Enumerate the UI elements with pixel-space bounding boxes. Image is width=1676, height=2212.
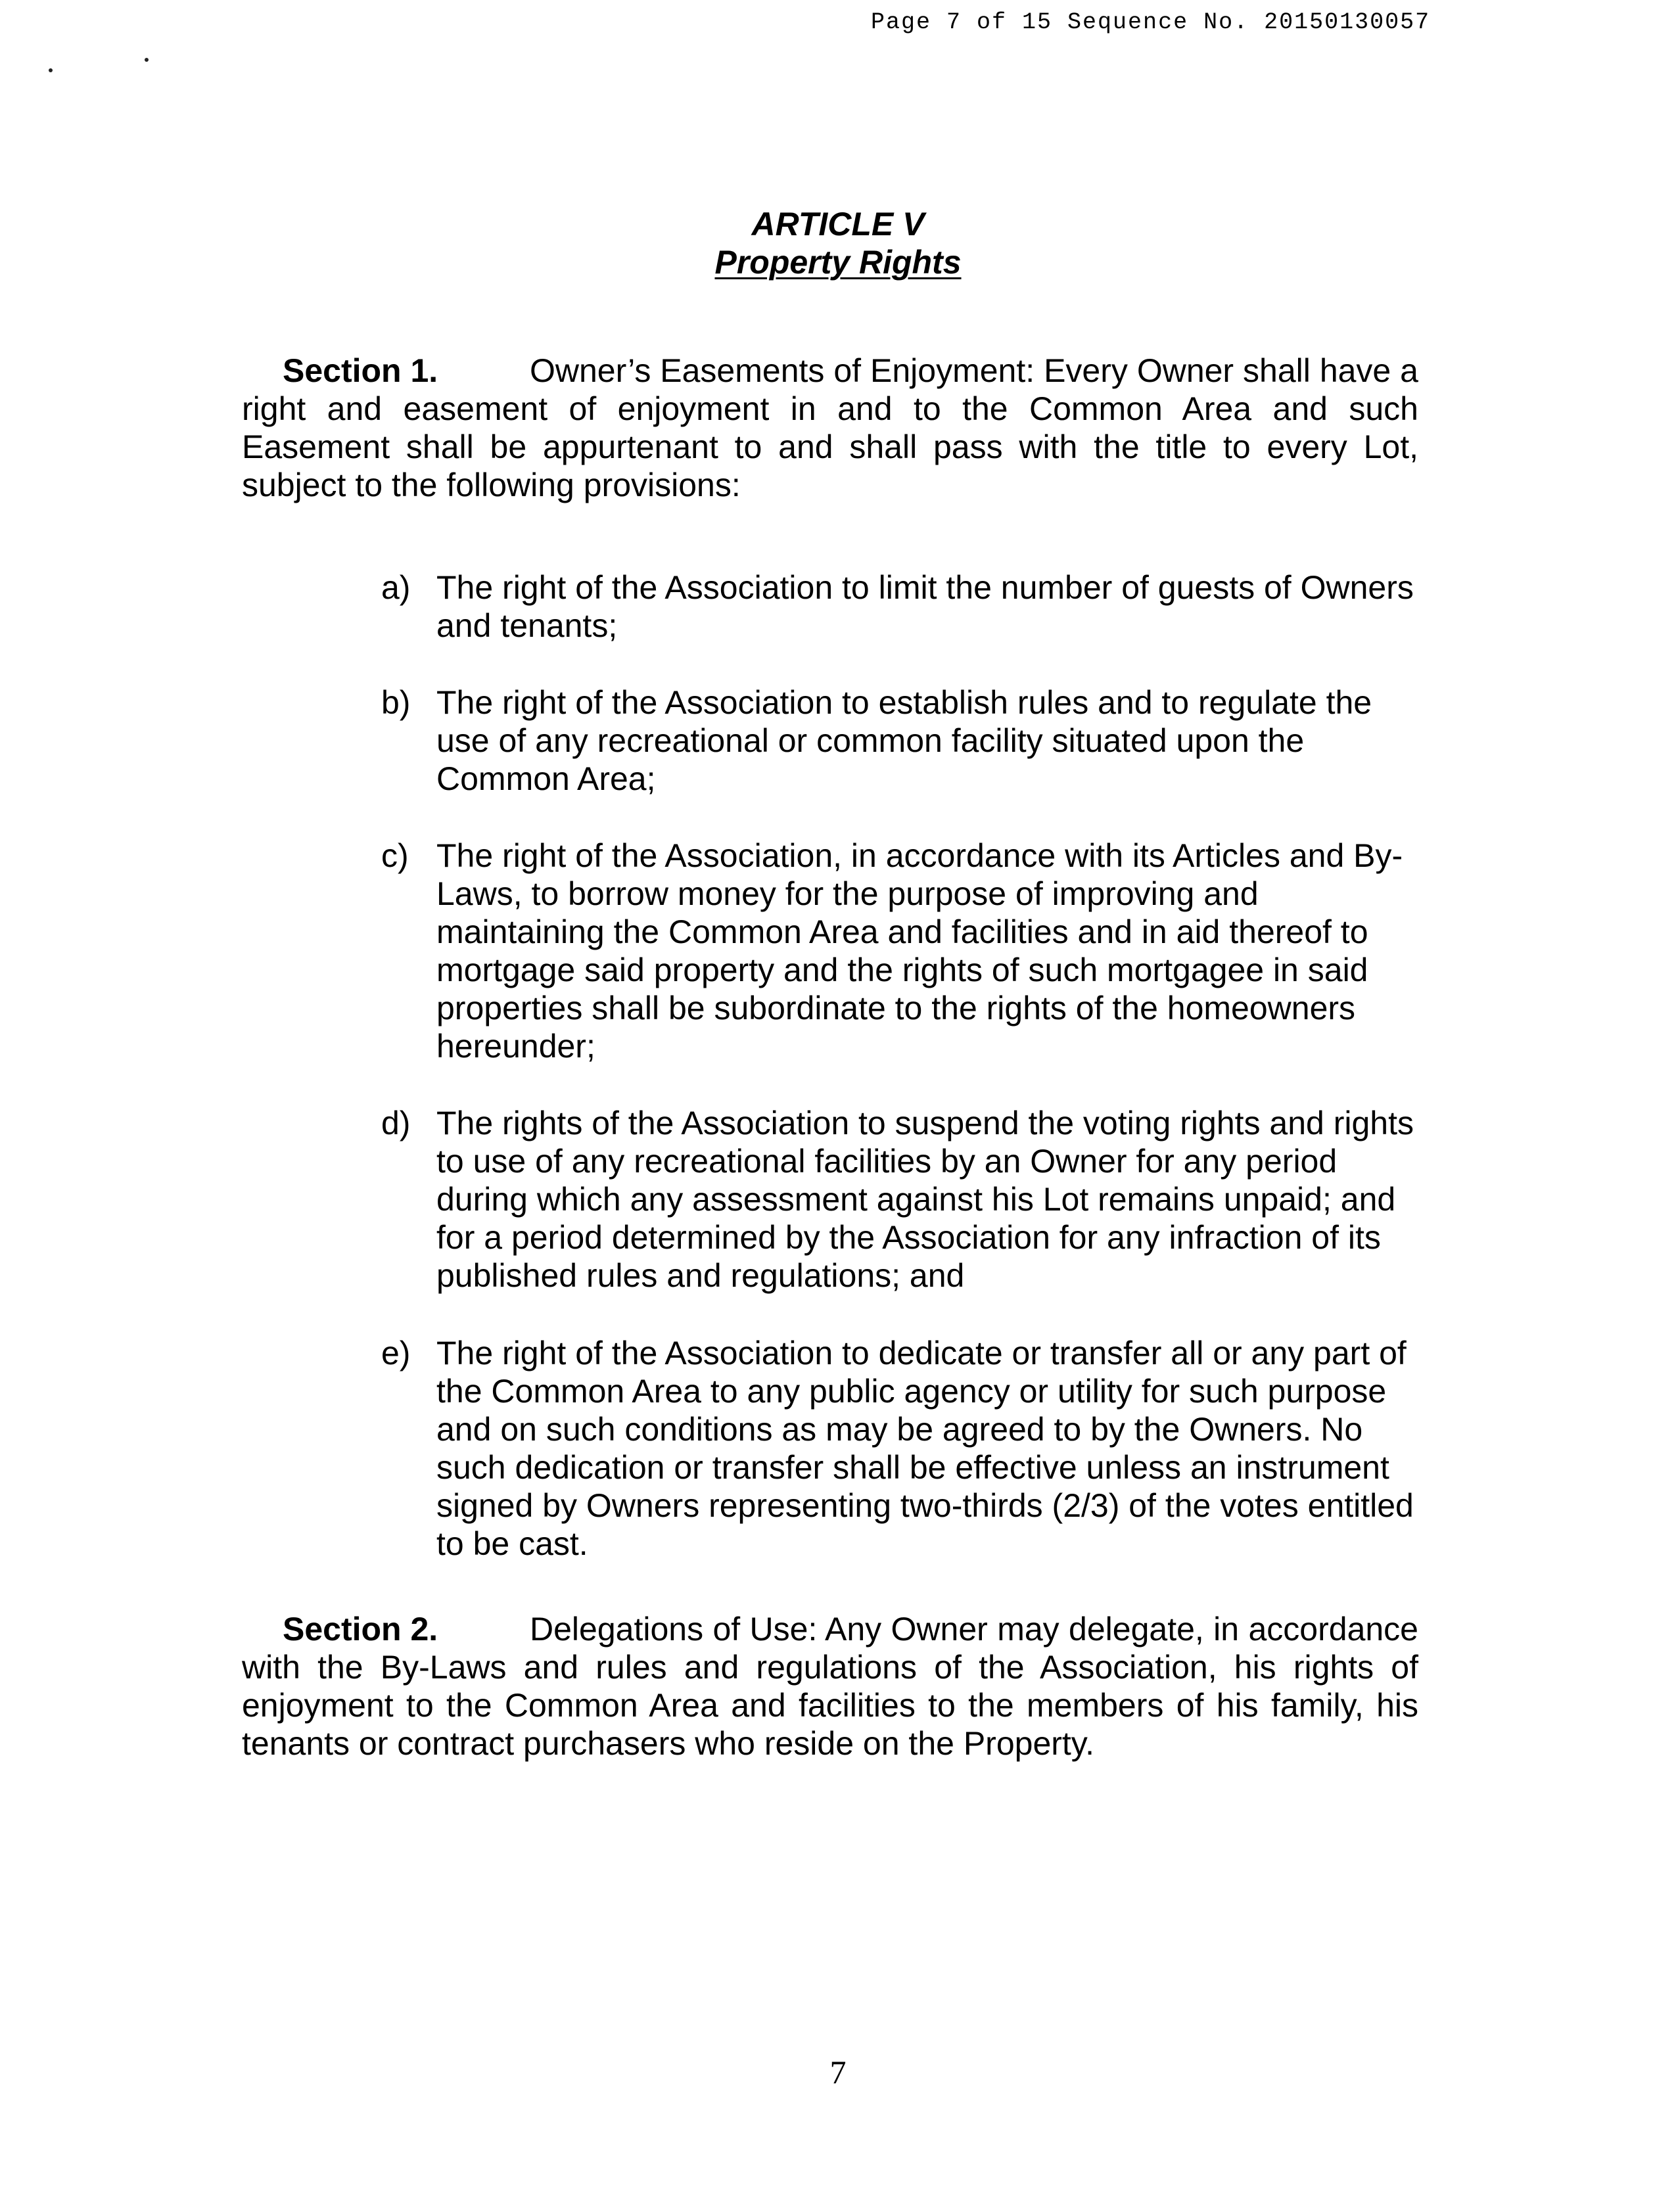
list-item-text: The right of the Association to limit the number of guests of Owners and tenants;: [436, 569, 1414, 644]
section-1-label: Section 1.: [283, 352, 438, 389]
section-1: [242, 352, 1418, 504]
page-number: 7: [829, 2054, 847, 2090]
scan-speck: [49, 68, 53, 72]
section-2: [242, 1610, 1418, 1763]
list-item-marker: c): [381, 837, 409, 874]
list-item-marker: a): [381, 569, 411, 606]
list-item: [381, 1334, 1420, 1563]
list-item: [381, 837, 1420, 1065]
section-2-text: Delegations of Use: Any Owner may delegate, in accordance with the By-Laws and rules and regulations of the Association, his rights of enjoyment to the Common Area and facilities to the members of his family, his tenants or contract purchasers who reside on the Property.: [242, 1611, 1418, 1762]
list-item-text: The right of the Association to establish rules and to regulate the use of any recreational or common facility situated upon the Common Area;: [436, 684, 1372, 797]
list-item-text: The right of the Association, in accordance with its Articles and By-Laws, to borrow money for the purpose of improving and maintaining the Common Area and facilities and in aid thereof to mortgage said property and the rights of such mortgagee in said properties shall be subordinate to the rights of the homeowners hereunder;: [436, 837, 1403, 1065]
section-1-text: Owner’s Easements of Enjoyment: Every Owner shall have a right and easement of enjoyment in and to the Common Area and such Easement shall be appurtenant to and shall pass with the title to every Lot, subject to the following provisions:: [242, 352, 1418, 503]
article-title: Property Rights: [714, 244, 962, 281]
list-item-marker: b): [381, 684, 411, 721]
list-item-text: The right of the Association to dedicate or transfer all or any part of the Common Area to any public agency or utility for such purpose and on such conditions as may be agreed to by the Owners. No such dedication or transfer shall be effective unless an instrument signed by Owners representing two-thirds (2/3) of the votes entitled to be cast.: [436, 1335, 1414, 1562]
section-2-label: Section 2.: [283, 1611, 438, 1647]
list-item: [381, 1104, 1420, 1295]
list-item-marker: d): [381, 1105, 411, 1141]
list-item: [381, 683, 1420, 798]
list-item-text: The rights of the Association to suspend the voting rights and rights to use of any recreational facilities by an Owner for any period during which any assessment against his Lot remains unpaid; and for a period determined by the Association for any infraction of its published rules and regulations; and: [436, 1105, 1414, 1294]
sequence-header: Page 7 of 15 Sequence No. 20150130057: [871, 9, 1431, 35]
list-item-marker: e): [381, 1335, 411, 1371]
scan-speck: [145, 58, 149, 62]
article-number: ARTICLE V: [751, 206, 925, 242]
list-item: [381, 568, 1420, 645]
